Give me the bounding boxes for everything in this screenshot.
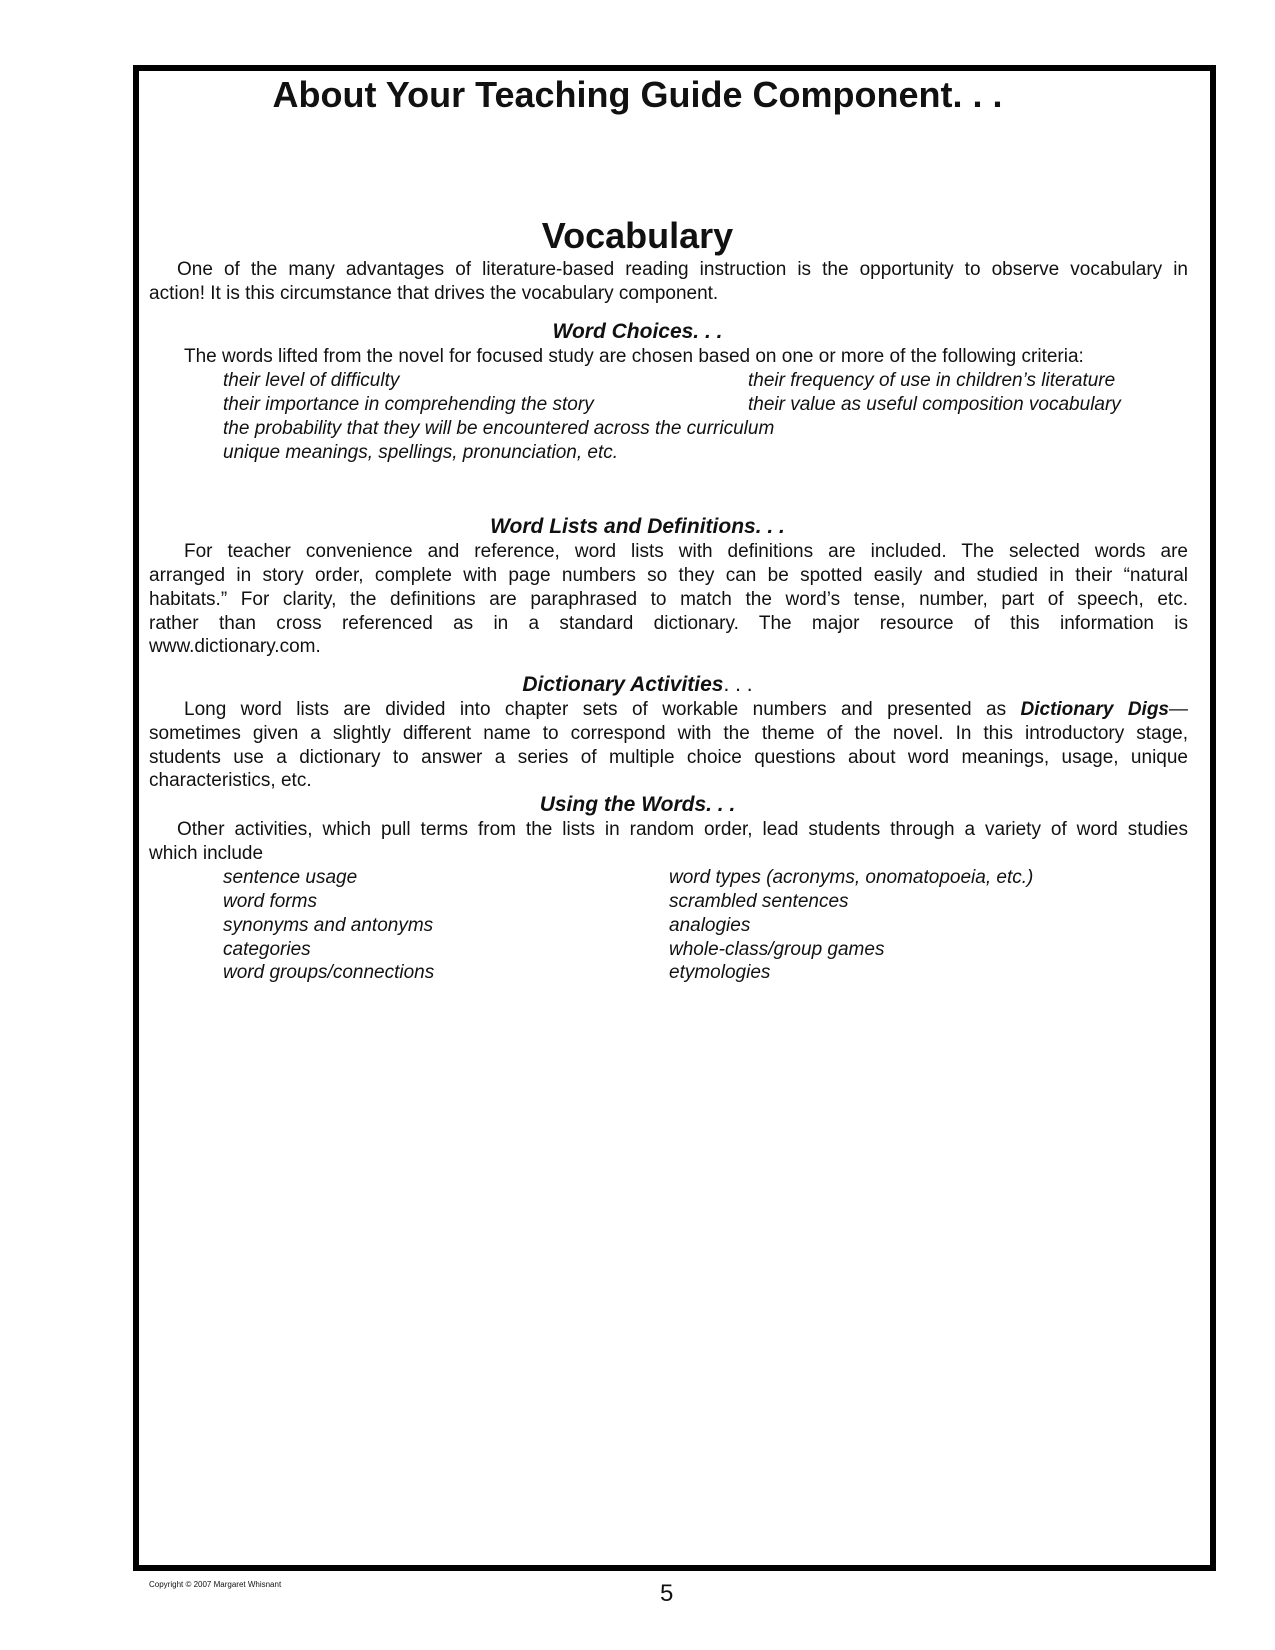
activity-item: synonyms and antonyms (223, 915, 434, 936)
heading-using-words: Using the Words. . . (539, 793, 736, 816)
activity-item: word types (acronyms, onomatopoeia, etc.) (669, 867, 1034, 888)
heading-text: Dictionary Activities (522, 673, 724, 696)
criteria-item: the probability that they will be encountered across the curriculum (223, 418, 775, 439)
word-lists-line: arranged in story order, complete with page numbers so they can be spotted easily and studied in their “natural (149, 565, 1188, 586)
heading-word-lists: Word Lists and Definitions. . . (490, 515, 785, 538)
criteria-item: their value as useful composition vocabulary (748, 394, 1121, 415)
word-lists-line: For teacher convenience and reference, word lists with definitions are included. The selected words are (184, 541, 1188, 562)
criteria-item: their importance in comprehending the story (223, 394, 594, 415)
using-words-line: which include (149, 843, 264, 864)
dictionary-line: characteristics, etc. (149, 770, 312, 791)
word-choices-text: The words lifted from the novel for focused study are chosen based on one or more of the following criteria: (184, 346, 1084, 367)
dictionary-line-text: Long word lists are divided into chapter sets of workable numbers and presented as (184, 699, 1021, 720)
dictionary-line (149, 698, 1188, 722)
activity-item: analogies (669, 915, 751, 936)
criteria-item: their level of difficulty (223, 370, 400, 391)
heading-dictionary-activities (0, 673, 1275, 697)
word-lists-line: habitats.” For clarity, the definitions are paraphrased to match the word’s tense, number, part of speech, etc. (149, 589, 1188, 610)
activity-item: etymologies (669, 962, 771, 983)
word-lists-line: rather than cross referenced as in a standard dictionary. The major resource of this information is (149, 613, 1188, 634)
copyright: Copyright © 2007 Margaret Whisnant (149, 1580, 282, 1589)
word-lists-line: www.dictionary.com. (149, 636, 321, 657)
dictionary-line: sometimes given a slightly different name to correspond with the theme of the novel. In this introductory stage, (149, 723, 1188, 744)
dictionary-line: students use a dictionary to answer a series of multiple choice questions about word meanings, usage, unique (149, 747, 1188, 768)
criteria-item: unique meanings, spellings, pronunciation, etc. (223, 442, 619, 463)
page-number: 5 (660, 1580, 674, 1607)
activity-item: categories (223, 939, 311, 960)
dictionary-line-dash: — (1169, 699, 1188, 720)
page-title: About Your Teaching Guide Component. . . (272, 74, 1003, 115)
intro-line: One of the many advantages of literature-based reading instruction is the opportunity to observe vocabulary in (177, 259, 1188, 280)
heading-word-choices: Word Choices. . . (552, 320, 723, 343)
heading-suffix: . . . (723, 673, 753, 696)
dictionary-digs-term: Dictionary Digs (1020, 699, 1169, 720)
criteria-item: their frequency of use in children’s literature (748, 370, 1116, 391)
using-words-line: Other activities, which pull terms from the lists in random order, lead students through a variety of word studies (177, 819, 1188, 840)
activity-item: whole-class/group games (669, 939, 885, 960)
activity-item: word groups/connections (223, 962, 435, 983)
activity-item: word forms (223, 891, 317, 912)
section-title: Vocabulary (541, 215, 734, 256)
activity-item: scrambled sentences (669, 891, 849, 912)
intro-line: action! It is this circumstance that drives the vocabulary component. (149, 283, 719, 304)
activity-item: sentence usage (223, 867, 358, 888)
